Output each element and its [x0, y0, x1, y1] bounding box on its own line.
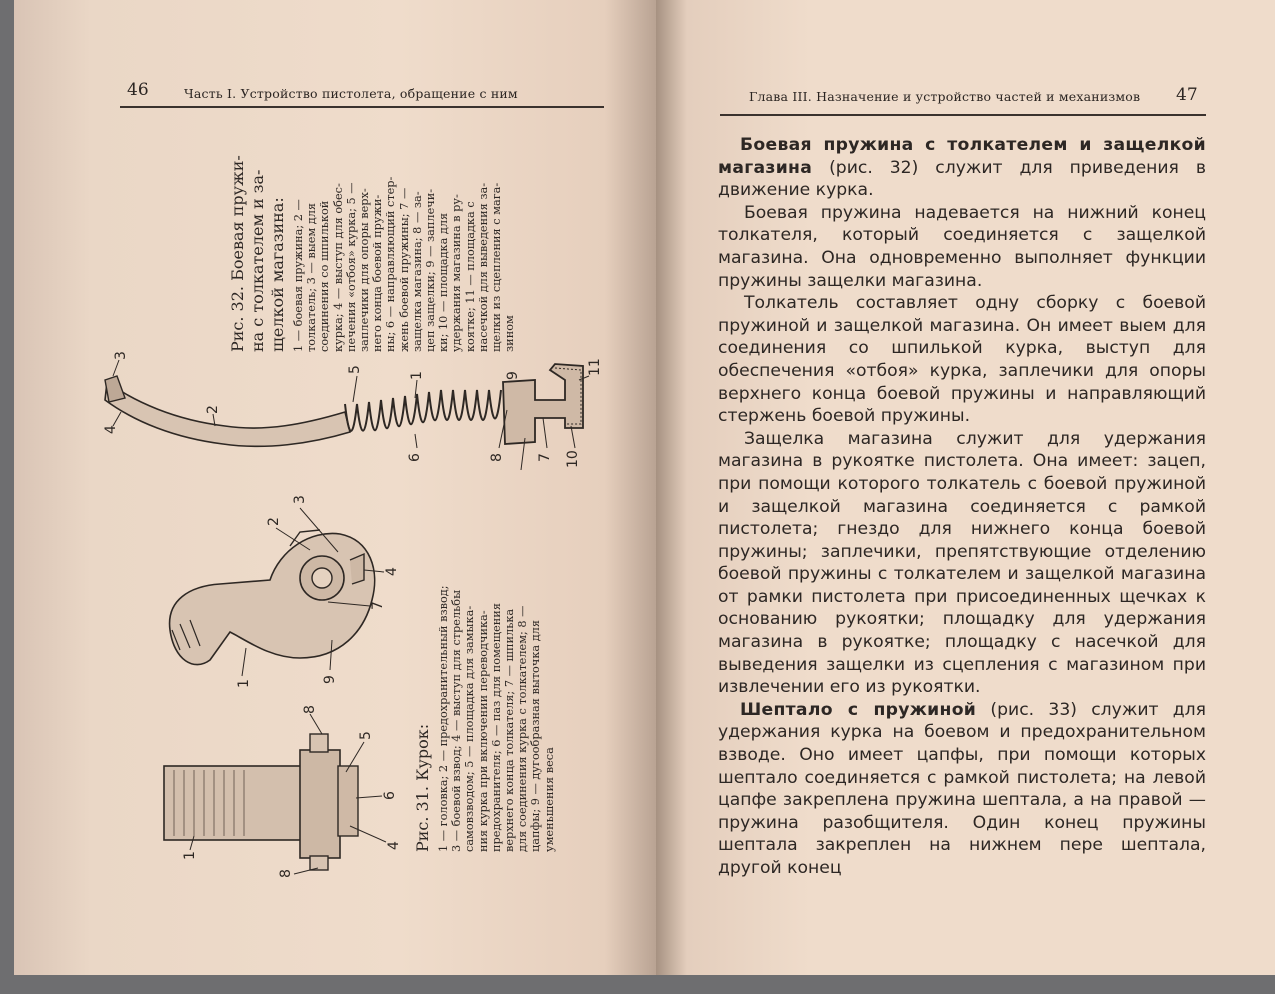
legend-line: ки; 10 — площадка для	[437, 212, 451, 352]
legend-line: насечкой для выведения за-	[476, 182, 490, 352]
right-page-body	[718, 134, 1206, 880]
figure-32-legend	[292, 112, 516, 352]
paragraph-3-text: Толкатель составляет одну сборку с боевой пружиной и защелкой магазина. Он имеет выем для соединения со шпилькой курка, выступ для обеспечения «отбоя» курка, заплечики для опоры верхнего конца боевой пружины и направляющий стержень боевой пружины.	[718, 293, 1206, 427]
legend-line: зином	[503, 315, 517, 352]
legend-line: цапфы; 9 — дугообразная выточка для	[529, 620, 543, 852]
callout-11: 11	[587, 358, 603, 376]
figure-32-title-1: Рис. 32. Боевая пружи-	[228, 155, 247, 352]
legend-line: для соединения курка с толкателем; 8 —	[516, 605, 530, 852]
callout-7: 7	[537, 453, 553, 462]
callout-2: 2	[266, 517, 282, 526]
legend-line: печения «отбоя» курка; 5 —	[344, 182, 358, 352]
paragraph-5-bold: Шептало с пружиной	[740, 699, 977, 720]
right-page-number: 47	[1176, 85, 1198, 105]
callout-2: 2	[205, 405, 221, 414]
legend-line: ны; 6 — направляющий стер-	[384, 176, 398, 352]
figure-31-legend	[437, 512, 556, 852]
figure-32-caption	[228, 112, 516, 352]
legend-line: толкатель; 3 — выем для	[305, 202, 319, 352]
legend-line: предохранителя; 6 — паз для помещения	[489, 603, 503, 852]
callout-5: 5	[347, 365, 363, 374]
callout-1: 1	[409, 371, 425, 380]
legend-line: цеп защелки; 9 — заплечи-	[424, 188, 438, 352]
legend-line: защелка магазина; 8 — за-	[410, 191, 424, 352]
callout-8: 8	[302, 705, 318, 714]
figure-31-title: Рис. 31. Курок:	[413, 723, 432, 852]
left-running-title: Часть I. Устройство пистолета, обращение с ним	[184, 86, 518, 101]
hammer-body	[170, 533, 375, 664]
right-header-rule	[720, 114, 1206, 116]
legend-line: 3 — боевой взвод; 4 — выступ для стрельбы	[450, 589, 464, 852]
callout-4: 4	[384, 567, 400, 576]
callout-5: 5	[358, 731, 374, 740]
spring-coil	[345, 390, 501, 431]
figure-32-title-2: на с толкателем и за-	[248, 169, 267, 352]
legend-line: самовзводом; 5 — площадка для замыка-	[463, 605, 477, 852]
callout-9: 9	[505, 371, 521, 380]
legend-line: верхнего конца толкателя; 7 — шпилька	[503, 608, 517, 852]
callout-1: 1	[236, 679, 252, 688]
legend-line: заплечики для опоры верх-	[358, 188, 372, 352]
legend-line: него конца боевой пружи-	[371, 194, 385, 352]
callout-1: 1	[182, 851, 198, 860]
callout-4: 4	[103, 425, 119, 434]
legend-line: коятке; 11 — площадка с	[463, 201, 477, 352]
pushrod-shape	[105, 382, 350, 446]
callout-10: 10	[565, 450, 581, 468]
callout-6: 6	[407, 453, 423, 462]
legend-line: щелки из сцепления с мага-	[490, 182, 504, 352]
left-header-rule	[120, 106, 604, 108]
paragraph-2-text: Боевая пружина надевается на нижний конец толкателя, который соединяется с защелкой магазина. Она одновременно выполняет функции пружины защелки магазина.	[718, 202, 1206, 291]
left-page-number: 46	[127, 80, 149, 100]
callout-8: 8	[489, 453, 505, 462]
paragraph-5-text: (рис. 33) служит для удержания курка на боевом и предохранительном взводе. Оно имеет цапфы, при помощи которых шептало соединяется с рамкой пистолета; на левой цапфе закреплена пружина шептала, а на правой — пружина разобщителя. Один конец пружины шептала закреплен на нижнем пере шептала, другой конец	[718, 699, 1206, 878]
figure-31-hammer-drawing	[150, 490, 410, 700]
paragraph-4	[718, 428, 1206, 699]
legend-line: жень боевой пружины; 7 —	[397, 187, 411, 352]
callout-3: 3	[292, 495, 308, 504]
callout-9: 9	[322, 675, 338, 684]
paragraph-4-text: Защелка магазина служит для удержания магазина в рукоятке пистолета. Она имеет: зацеп, при помощи которого толкатель с боевой пружиной и защелкой магазина соединяется с рамкой пистолета; гнездо для нижнего конца боевой пружины; заплечики, препятствующие отделению боевой пружины с толкателем и защелкой магазина от рамки пистолета при присоединенных щечках к основанию рукоятки; площадку для удержания магазина в рукоятке; площадку с насечкой для выведения защелки из сцепления с магазином при извлечении его из рукоятки.	[718, 428, 1206, 698]
pushrod-tip	[105, 376, 125, 402]
paragraph-3	[718, 292, 1206, 428]
right-running-title: Глава III. Назначение и устройство частей и механизмов	[749, 89, 1141, 104]
callout-7: 7	[370, 601, 386, 610]
legend-line: 1 — головка; 2 — предохранительный взвод;	[437, 585, 450, 852]
figure-31-caption	[413, 512, 556, 852]
figure-31-top-view	[150, 700, 420, 880]
legend-line: уменьшения веса	[542, 747, 556, 852]
paragraph-5	[718, 699, 1206, 880]
paragraph-2	[718, 202, 1206, 292]
callout-4: 4	[386, 841, 402, 850]
callout-8: 8	[278, 869, 294, 878]
legend-line: 1 — боевая пружина; 2 —	[292, 199, 305, 352]
figure-32-drawing	[95, 340, 615, 490]
paragraph-1-bold: Боевая пружина с толкателем и защелкой магазина	[718, 135, 1206, 178]
paragraph-1	[718, 134, 1206, 202]
callout-3: 3	[113, 351, 129, 360]
legend-line: ния курка при включении переводчика-	[476, 610, 490, 852]
paragraph-1-text: (рис. 32) служит для приведения в движение курка.	[718, 157, 1206, 201]
legend-line: курка; 4 — выступ для обес-	[331, 183, 345, 352]
legend-line: соединения со шпилькой	[318, 200, 332, 352]
callout-6: 6	[382, 791, 398, 800]
legend-line: удержания магазина в ру-	[450, 194, 464, 352]
figure-32-title-3: щелкой магазина:	[268, 197, 287, 352]
